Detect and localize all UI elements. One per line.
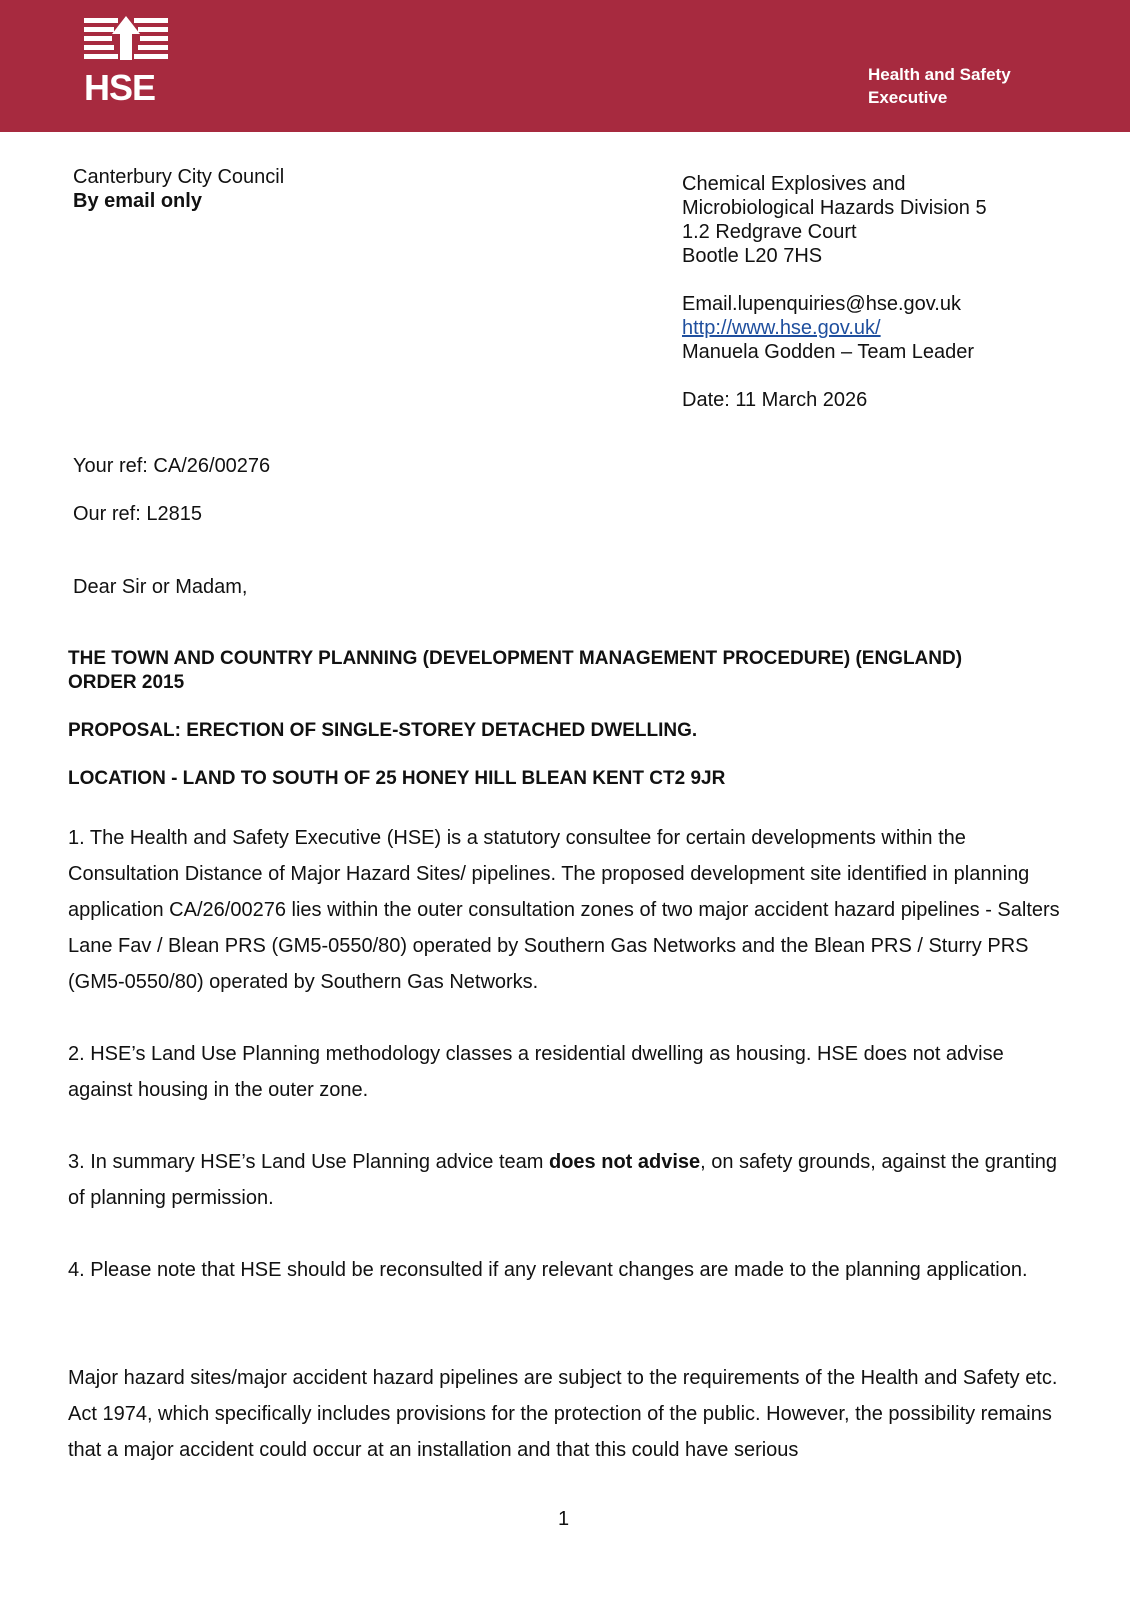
order-heading-line2: ORDER 2015 <box>68 672 185 693</box>
website-link[interactable]: http://www.hse.gov.uk/ <box>682 317 881 339</box>
sender-line1: Chemical Explosives and <box>682 173 906 195</box>
org-name <box>868 63 1011 109</box>
paragraph-1: 1. The Health and Safety Executive (HSE) is a statutory consultee for certain developments within the Consultation Distance of Major Hazard Sites/ pipelines. The proposed development site identified in planning application CA/26/00276 lies within the outer consultation zones of two major accident hazard pipelines - Salters Lane Fav / Blean PRS (GM5-0550/80) operated by Southern Gas Networks and the Blean PRS / Sturry PRS (GM5-0550/80) operated by Southern Gas Networks. <box>68 827 1060 993</box>
recipient-name: Canterbury City Council <box>73 166 285 188</box>
paragraph-2: 2. HSE’s Land Use Planning methodology classes a residential dwelling as housing. HSE does not advise against housing in the outer zone. <box>68 1043 1004 1101</box>
our-ref: Our ref: L2815 <box>73 503 202 525</box>
org-name-line2: Executive <box>868 88 948 107</box>
paragraph-4: 4. Please note that HSE should be reconsulted if any relevant changes are made to the planning application. <box>68 1259 1028 1281</box>
sender-email: Email.lupenquiries@hse.gov.uk <box>682 293 961 315</box>
delivery-method: By email only <box>73 190 202 212</box>
org-name-line1: Health and Safety <box>868 65 1011 84</box>
sender-line4: Bootle L20 7HS <box>682 245 823 267</box>
location-heading: LOCATION - LAND TO SOUTH OF 25 HONEY HILL BLEAN KENT CT2 9JR <box>68 768 726 789</box>
paragraph-5: Major hazard sites/major accident hazard pipelines are subject to the requirements of the Health and Safety etc. Act 1974, which specifically includes provisions for the protection of the public. However, the possibility remains that a major accident could occur at an installation and that this could have serious <box>68 1367 1058 1461</box>
salutation: Dear Sir or Madam, <box>73 576 248 598</box>
paragraph-3-end: , on safety grounds, against the granting of planning permission. <box>68 1151 1058 1209</box>
sender-line2: Microbiological Hazards Division 5 <box>682 197 987 219</box>
order-heading-line1: THE TOWN AND COUNTRY PLANNING (DEVELOPMENT MANAGEMENT PROCEDURE) (ENGLAND) <box>68 648 963 669</box>
paragraph-3-start: 3. In summary HSE’s Land Use Planning advice team <box>68 1151 549 1173</box>
paragraph-3 <box>68 1144 1068 1216</box>
header-band <box>0 0 1130 132</box>
proposal-heading: PROPOSAL: ERECTION OF SINGLE-STOREY DETACHED DWELLING. <box>68 720 698 741</box>
your-ref: Your ref: CA/26/00276 <box>73 455 271 477</box>
sender-line3: 1.2 Redgrave Court <box>682 221 857 243</box>
paragraph-3-emphasis: does not advise <box>548 1151 701 1173</box>
sender-contact: Manuela Godden – Team Leader <box>682 341 975 363</box>
logo-text: HSE <box>84 67 156 108</box>
letter-date: Date: 11 March 2026 <box>682 389 868 411</box>
page-number: 1 <box>558 1508 570 1530</box>
